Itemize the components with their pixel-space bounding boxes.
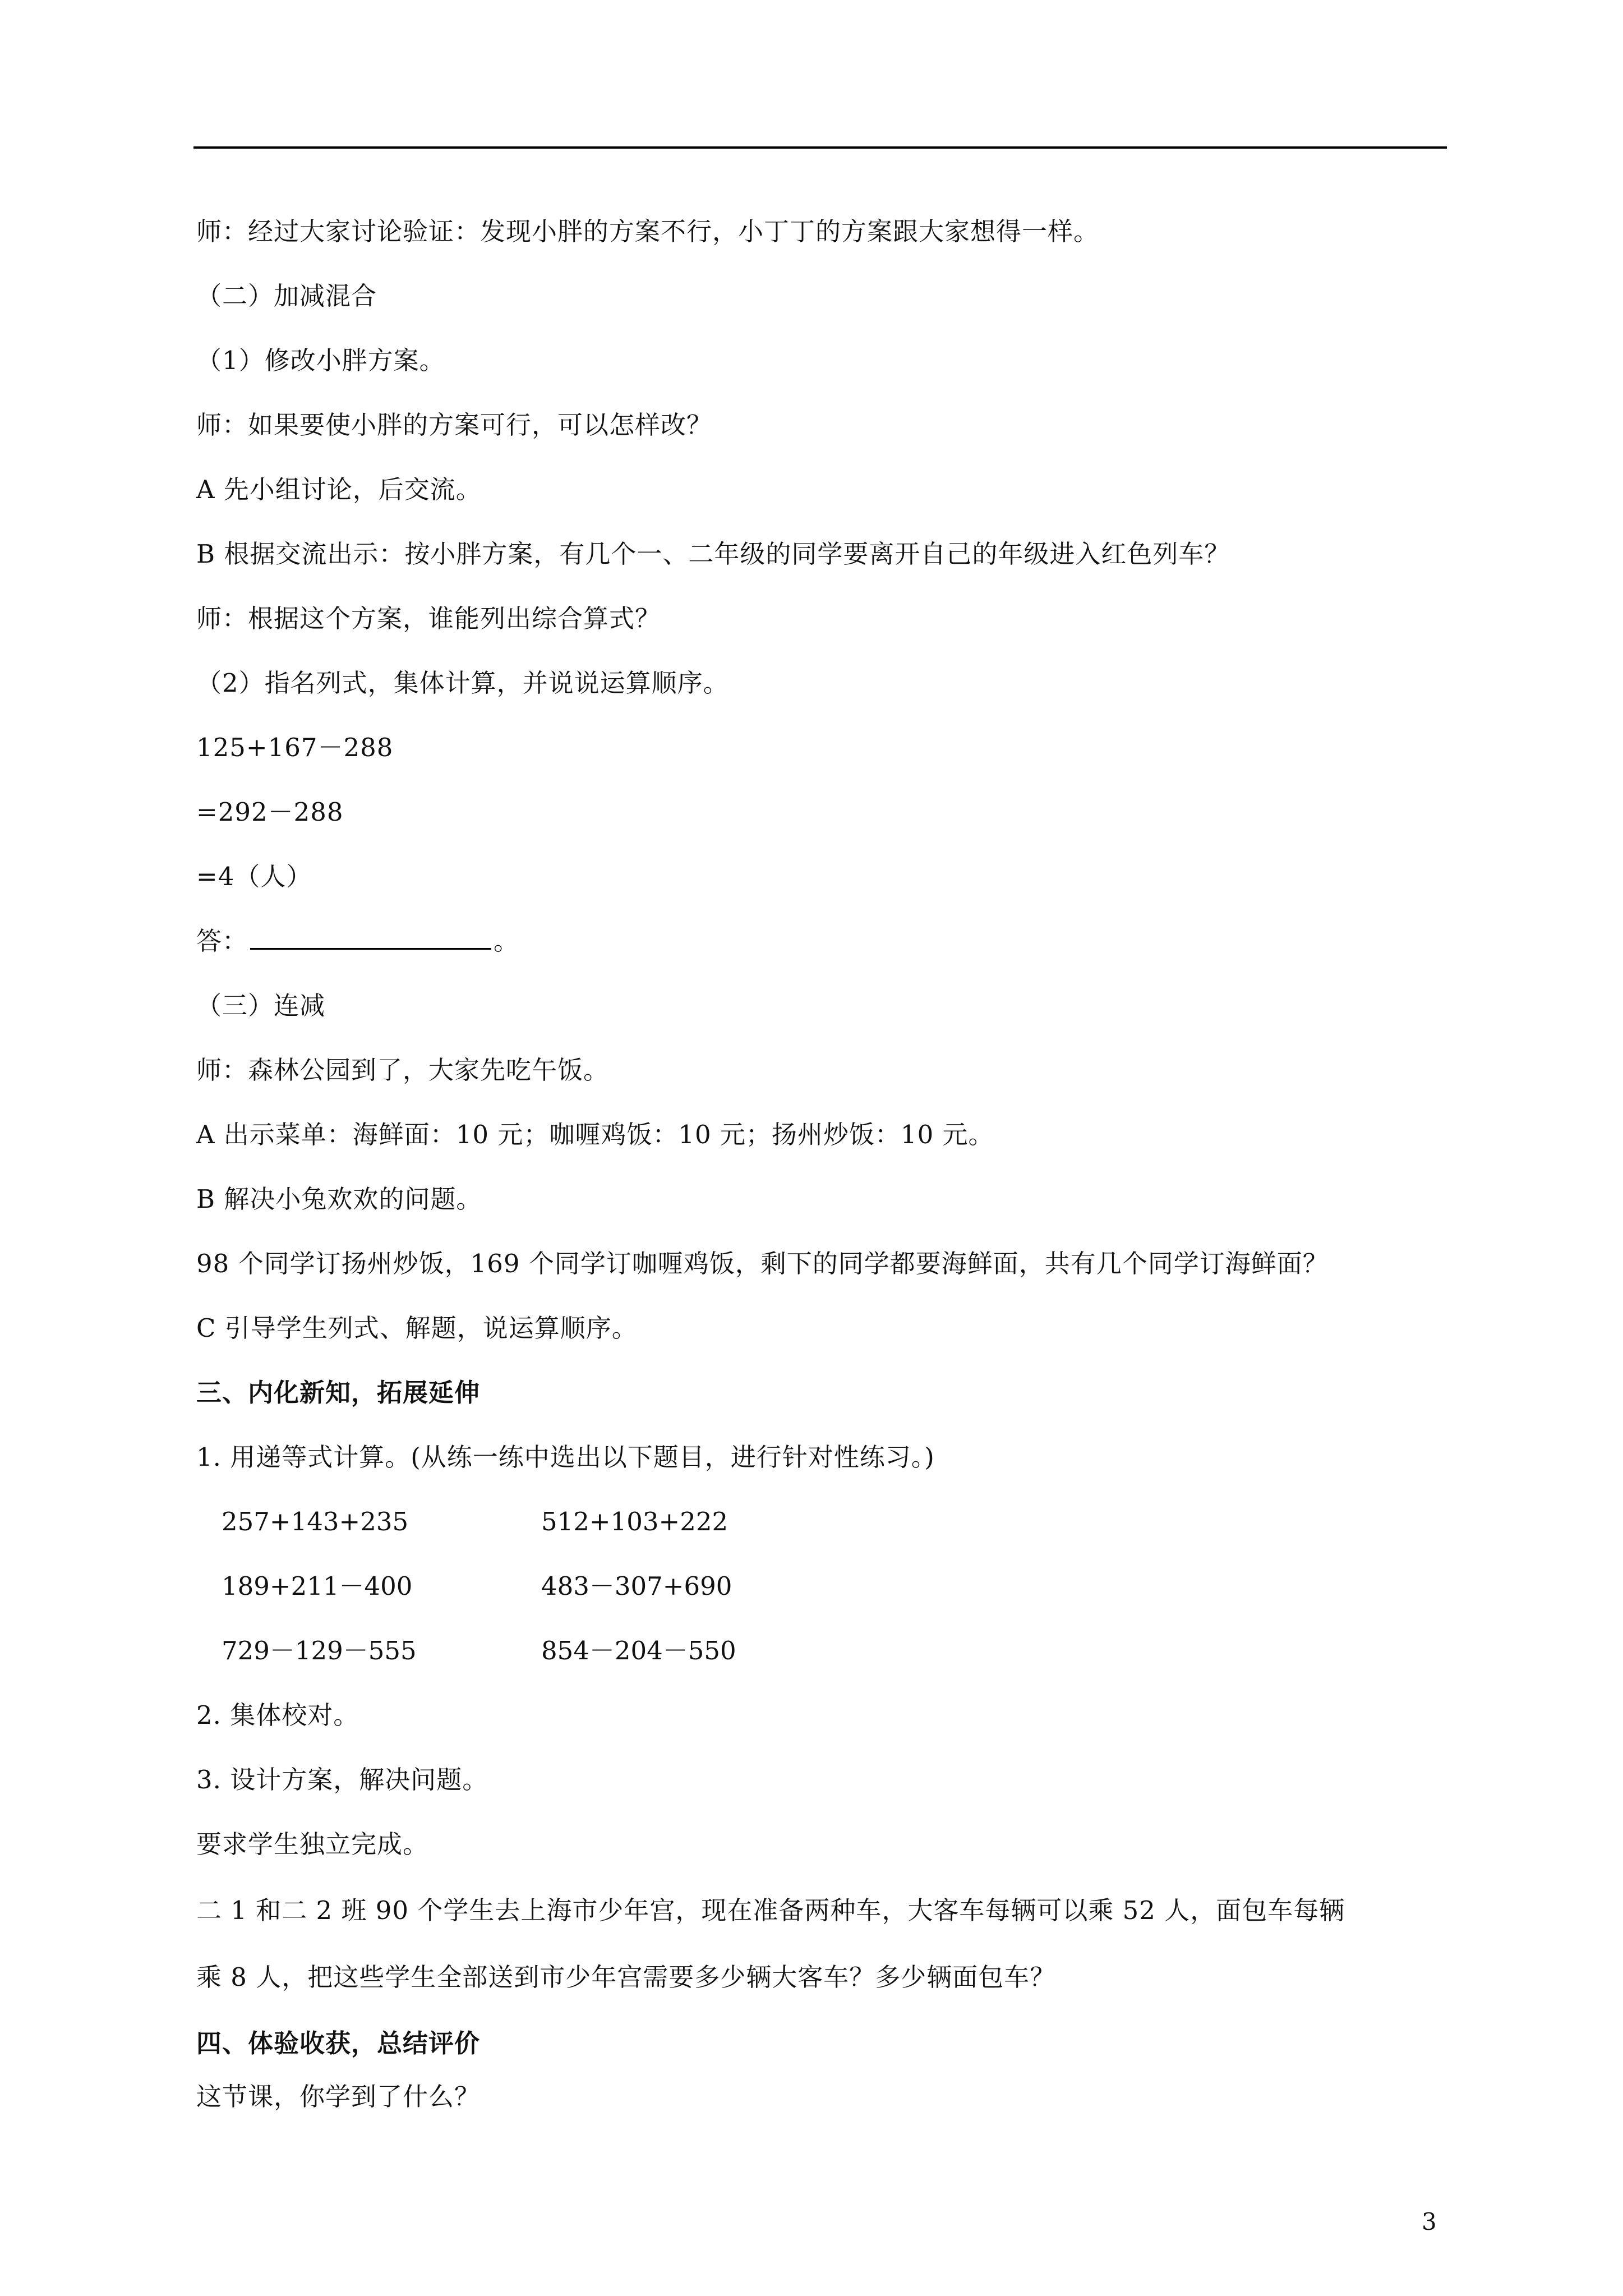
- paragraph: 师：如果要使小胖的方案可行，可以怎样改？: [196, 410, 713, 440]
- exercise: 512+103+222: [541, 1507, 728, 1536]
- exercise: 729－129－555: [222, 1636, 417, 1665]
- equation-line: =4（人）: [196, 862, 312, 891]
- paragraph: （1）修改小胖方案。: [196, 346, 445, 375]
- exercise: 483－307+690: [541, 1571, 732, 1601]
- paragraph: 1. 用递等式计算。(从练一练中选出以下题目，进行针对性练习。): [196, 1442, 935, 1472]
- paragraph: 师：经过大家讨论验证：发现小胖的方案不行，小丁丁的方案跟大家想得一样。: [196, 217, 1100, 246]
- exercise: 189+211－400: [222, 1571, 413, 1601]
- equation-line: 125+167－288: [196, 733, 394, 762]
- answer-label: 答：: [196, 926, 248, 956]
- equation-line: =292－288: [196, 797, 344, 827]
- paragraph: 乘 8 人，把这些学生全部送到市少年宫需要多少辆大客车？多少辆面包车？: [196, 1962, 1056, 1992]
- page-number: 3: [1422, 2208, 1437, 2235]
- section-heading: 三、内化新知，拓展延伸: [196, 1378, 481, 1407]
- paragraph: C 引导学生列式、解题，说运算顺序。: [196, 1313, 638, 1343]
- exercise: 257+143+235: [222, 1507, 409, 1536]
- paragraph: 这节课，你学到了什么？: [196, 2082, 481, 2111]
- paragraph: 师：森林公园到了，大家先吃午饭。: [196, 1055, 610, 1085]
- header-rule: [193, 146, 1447, 149]
- answer-blank: [250, 926, 491, 950]
- paragraph: 98 个同学订扬州炒饭，169 个同学订咖喱鸡饭，剩下的同学都要海鲜面，共有几个同学订海鲜面？: [196, 1249, 1329, 1278]
- section-heading: 四、体验收获，总结评价: [196, 2028, 481, 2058]
- paragraph: 2. 集体校对。: [196, 1700, 359, 1730]
- paragraph: （2）指名列式，集体计算，并说说运算顺序。: [196, 668, 729, 698]
- exercise: 854－204－550: [541, 1636, 736, 1665]
- answer-line: [196, 926, 519, 957]
- paragraph: 师：根据这个方案，谁能列出综合算式？: [196, 604, 661, 633]
- paragraph: A 出示菜单：海鲜面：10 元；咖喱鸡饭：10 元；扬州炒饭：10 元。: [196, 1120, 994, 1149]
- subheading: （三）连减: [196, 991, 326, 1020]
- answer-period: 。: [494, 926, 520, 956]
- subheading: （二）加减混合: [196, 281, 377, 311]
- paragraph: 要求学生独立完成。: [196, 1829, 429, 1859]
- paragraph: 3. 设计方案，解决问题。: [196, 1765, 488, 1795]
- paragraph: 二 1 和二 2 班 90 个学生去上海市少年宫，现在准备两种车，大客车每辆可以乘 52 人，面包车每辆: [196, 1895, 1345, 1925]
- paragraph: B 解决小兔欢欢的问题。: [196, 1184, 482, 1214]
- paragraph: A 先小组讨论，后交流。: [196, 475, 482, 504]
- paragraph: B 根据交流出示：按小胖方案，有几个一、二年级的同学要离开自己的年级进入红色列车？: [196, 539, 1230, 569]
